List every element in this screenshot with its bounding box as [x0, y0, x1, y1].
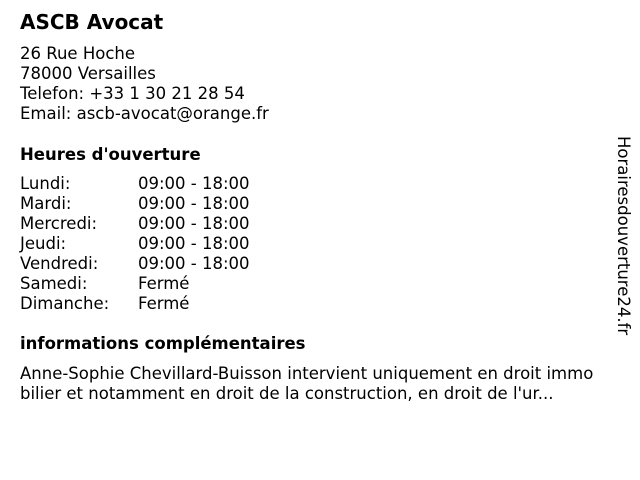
- email-address: Email: ascb-avocat@orange.fr: [20, 104, 269, 123]
- phone-number: Telefon: +33 1 30 21 28 54: [20, 84, 245, 103]
- opening-hours-heading: Heures d'ouverture: [20, 145, 201, 164]
- address-city: 78000 Versailles: [20, 64, 156, 83]
- day-hours: Fermé: [138, 274, 190, 293]
- address-street: 26 Rue Hoche: [20, 44, 136, 63]
- day-label: Mardi:: [20, 194, 72, 213]
- day-label: Mercredi:: [20, 214, 98, 233]
- additional-info-text: [20, 364, 635, 404]
- day-hours: 09:00 - 18:00: [138, 214, 250, 233]
- contact-block: [20, 44, 269, 124]
- day-label: Samedi:: [20, 274, 88, 293]
- day-label: Lundi:: [20, 174, 71, 193]
- day-hours: 09:00 - 18:00: [138, 194, 250, 213]
- additional-info-heading: informations complémentaires: [20, 334, 306, 353]
- description-line-1: Anne-Sophie Chevillard-Buisson intervient uniquement en droit immo: [20, 364, 594, 383]
- day-label: Dimanche:: [20, 294, 110, 313]
- day-hours: 09:00 - 18:00: [138, 234, 250, 253]
- day-label: Jeudi:: [20, 234, 67, 253]
- day-label: Vendredi:: [20, 254, 99, 273]
- site-watermark: Horairesdouverture24.fr: [614, 136, 633, 336]
- day-hours: Fermé: [138, 294, 190, 313]
- business-name: ASCB Avocat: [20, 10, 164, 34]
- day-hours: 09:00 - 18:00: [138, 174, 250, 193]
- day-hours: 09:00 - 18:00: [138, 254, 250, 273]
- description-line-2: bilier et notamment en droit de la construction, en droit de l'ur...: [20, 384, 554, 403]
